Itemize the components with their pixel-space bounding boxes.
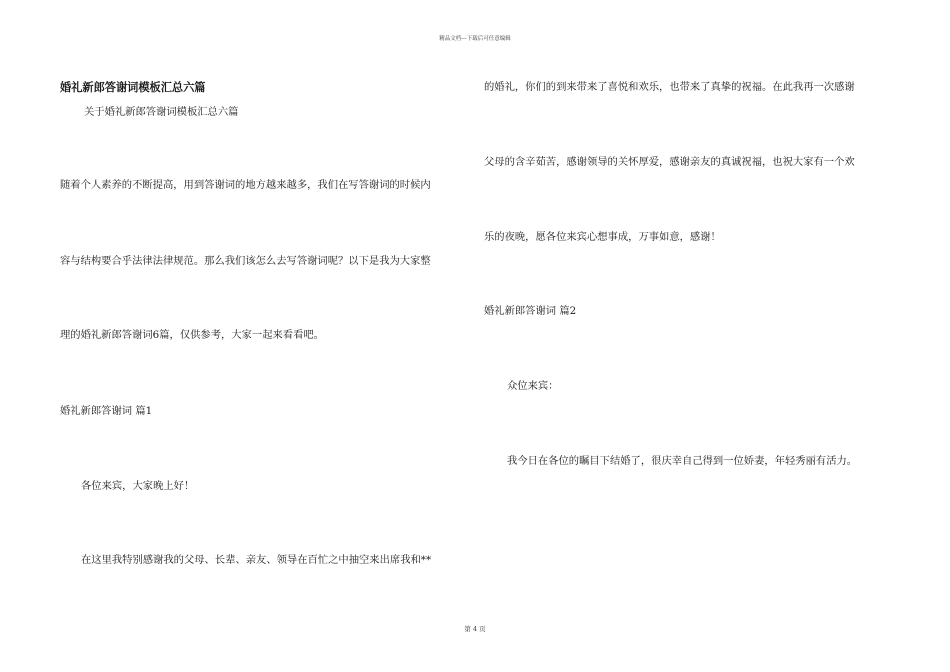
- continued-line-3: 乐的夜晚，愿各位来宾心想事成，万事如意，感谢！: [484, 231, 721, 243]
- intro-line-1: 随着个人素养的不断提高，用到答谢词的地方越来越多，我们在写答谢词的时候内: [60, 179, 431, 191]
- intro-line-2: 容与结构要合乎法律法律规范。那么我们该怎么去写答谢词呢？以下是我为大家整: [60, 255, 431, 267]
- page-header: 精品文档---下载后可任意编辑: [439, 36, 511, 42]
- section-1-paragraph: 在这里我特别感谢我的父母、长辈、亲友、领导在百忙之中抽空来出席我和**: [81, 554, 432, 566]
- intro-line-3: 理的婚礼新郎答谢词6篇，仅供参考，大家一起来看看吧。: [60, 329, 324, 341]
- continued-line-1: 的婚礼，你们的到来带来了喜悦和欢乐，也带来了真挚的祝福。在此我再一次感谢: [484, 81, 855, 93]
- section-1-greeting: 各位来宾，大家晚上好！: [81, 480, 195, 492]
- section-1-heading: 婚礼新郎答谢词 篇1: [60, 405, 153, 417]
- section-2-heading: 婚礼新郎答谢词 篇2: [484, 305, 577, 317]
- document-subtitle: 关于婚礼新郎答谢词模板汇总六篇: [84, 106, 239, 118]
- continued-line-2: 父母的含辛茹苦，感谢领导的关怀厚爱，感谢亲友的真诚祝福，也祝大家有一个欢: [484, 156, 855, 168]
- document-title: 婚礼新郎答谢词模板汇总六篇: [60, 80, 206, 94]
- section-2-greeting: 众位来宾：: [507, 380, 559, 392]
- section-2-paragraph: 我今日在各位的瞩目下结婚了，很庆幸自己得到一位娇妻，年轻秀丽有活力。: [507, 455, 858, 467]
- page-number: 第 4 页: [464, 625, 486, 633]
